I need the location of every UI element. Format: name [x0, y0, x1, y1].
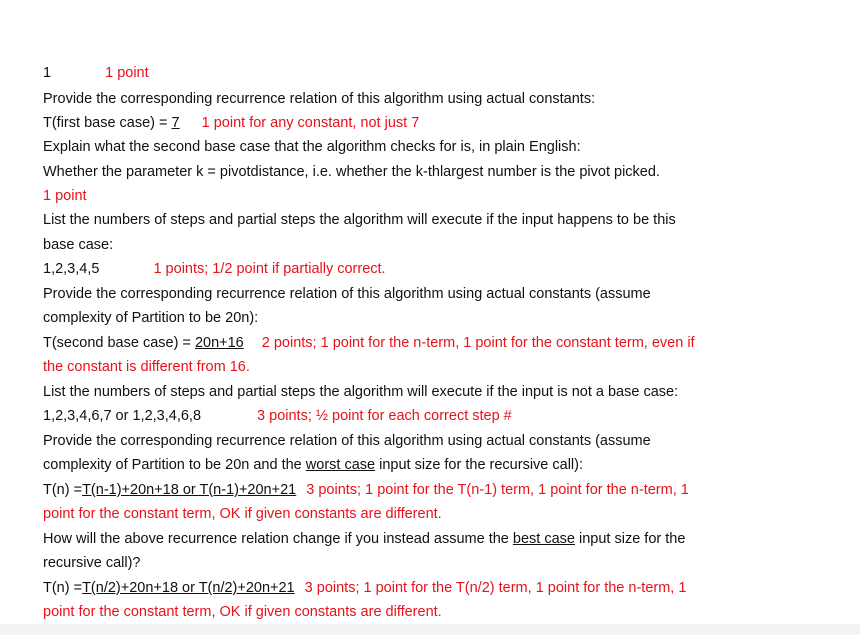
worst-case-term: worst case: [305, 457, 376, 473]
worst-recurrence-grading-cont: point for the constant term, OK if given constants are different.: [43, 506, 442, 522]
answer-best-recurrence: [43, 578, 686, 598]
first-base-grading: 1 point for any constant, not just 7: [201, 115, 420, 131]
nonbase-steps-value: 1,2,3,4,6,7 or 1,2,3,4,6,8: [43, 408, 202, 424]
best-text-b: input size for the: [574, 531, 686, 547]
answer-second-recurrence: [43, 333, 695, 353]
answer-nonbase-steps: [43, 406, 512, 426]
prompt-best-recurrence: [43, 529, 685, 549]
nonbase-steps-grading: 3 points; ½ point for each correct step #: [257, 408, 512, 424]
prompt-best-recurrence-cont: recursive call)?: [43, 555, 141, 571]
prompt-nonbase-steps: List the numbers of steps and partial steps the algorithm will execute if the input is not a base case:: [43, 384, 679, 400]
base-steps-value: 1,2,3,4,5: [43, 261, 100, 277]
bottom-band: [0, 624, 860, 635]
best-text-a: How will the above recurrence relation change if you instead assume the: [43, 531, 513, 547]
best-case-term: best case: [512, 531, 575, 547]
prompt-worst-recurrence-cont: [43, 455, 583, 475]
worst-text-a: complexity of Partition to be 20n and the: [43, 457, 306, 473]
first-base-label: T(first base case) =: [43, 115, 172, 131]
prompt-first-recurrence: Provide the corresponding recurrence relation of this algorithm using actual constants:: [43, 91, 596, 107]
answer-worst-recurrence: [43, 480, 689, 500]
prompt-base-steps: List the numbers of steps and partial steps the algorithm will execute if the input happens to be this: [43, 212, 676, 228]
prompt-second-recurrence-cont: complexity of Partition to be 20n):: [43, 310, 259, 326]
prompt-second-recurrence: Provide the corresponding recurrence relation of this algorithm using actual constants (assume: [43, 286, 651, 302]
best-recurrence-value: T(n/2)+20n+18 or T(n/2)+20n+21: [82, 580, 295, 596]
worst-recurrence-value: T(n-1)+20n+18 or T(n-1)+20n+21: [82, 482, 297, 498]
prompt-base-steps-cont: base case:: [43, 237, 114, 253]
base-steps-grading: 1 points; 1/2 point if partially correct.: [153, 261, 386, 277]
question-points: 1 point: [105, 65, 149, 81]
question-number: 1: [43, 65, 52, 81]
worst-recurrence-grading: 3 points; 1 point for the T(n-1) term, 1 point for the n-term, 1: [306, 482, 689, 498]
second-recurrence-grading-cont: the constant is different from 16.: [43, 359, 250, 375]
answer-base-steps: [43, 259, 386, 279]
second-recurrence-grading: 2 points; 1 point for the n-term, 1 point for the constant term, even if: [261, 335, 695, 351]
worst-label: T(n) =: [43, 482, 83, 498]
question-header: [43, 63, 149, 83]
first-base-value: 7: [171, 115, 180, 131]
best-recurrence-grading: 3 points; 1 point for the T(n/2) term, 1 point for the n-term, 1: [304, 580, 687, 596]
second-base-grading: 1 point: [43, 188, 87, 204]
second-base-value: 20n+16: [194, 335, 244, 351]
best-recurrence-grading-cont: point for the constant term, OK if given constants are different.: [43, 604, 442, 620]
answer-first-base-case: [43, 113, 419, 133]
prompt-worst-recurrence: Provide the corresponding recurrence relation of this algorithm using actual constants (assume: [43, 433, 651, 449]
worst-text-b: input size for the recursive call):: [375, 457, 584, 473]
best-label: T(n) =: [43, 580, 83, 596]
prompt-second-base-case: Explain what the second base case that the algorithm checks for is, in plain English:: [43, 139, 581, 155]
answer-second-base-case: Whether the parameter k = pivotdistance, i.e. whether the k-thlargest number is the pivot picked.: [43, 164, 660, 180]
second-base-label: T(second base case) =: [43, 335, 195, 351]
